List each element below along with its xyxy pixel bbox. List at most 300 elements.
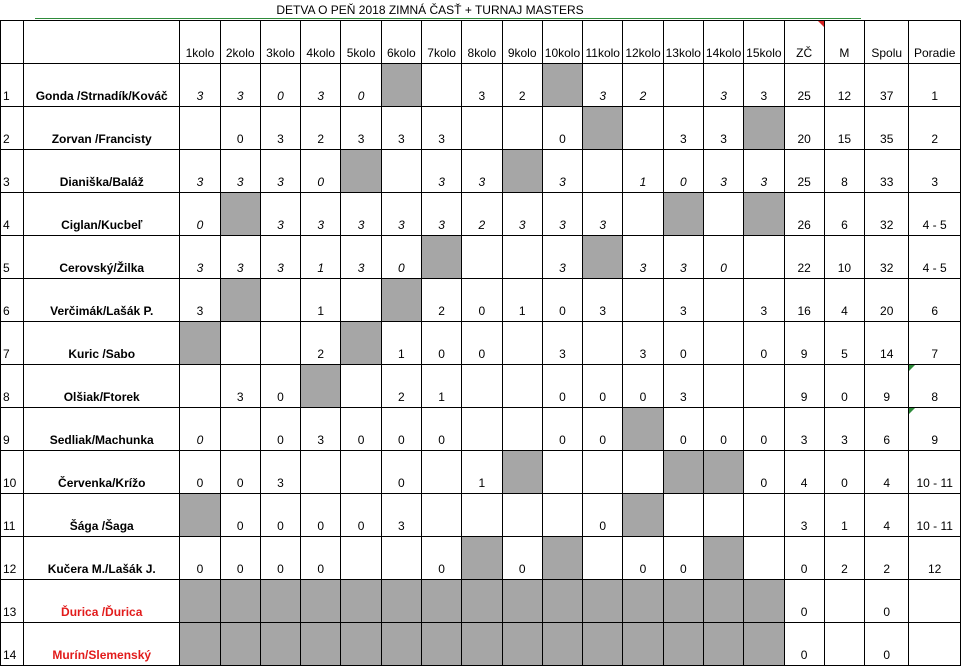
round-score-cell[interactable] [542, 451, 582, 494]
round-cell-blocked[interactable] [301, 580, 341, 623]
round-score-cell[interactable]: 3 [462, 64, 502, 107]
round-score-cell[interactable]: 3 [220, 365, 260, 408]
round-score-cell[interactable]: 1 [502, 279, 542, 322]
round-score-cell[interactable]: 3 [220, 64, 260, 107]
round-score-cell[interactable]: 3 [421, 193, 461, 236]
round-score-cell[interactable]: 3 [542, 236, 582, 279]
round-score-cell[interactable]: 0 [583, 365, 623, 408]
round-score-cell[interactable]: 3 [744, 150, 784, 193]
round-score-cell[interactable]: 0 [381, 236, 421, 279]
rank-cell[interactable]: 9 [909, 408, 961, 451]
round-score-cell[interactable]: 3 [180, 279, 220, 322]
player-pair-name[interactable]: Olšiak/Ftorek [24, 365, 180, 408]
rank-cell[interactable]: 2 [909, 107, 961, 150]
round-score-cell[interactable] [623, 107, 663, 150]
sheet-title-bar [0, 0, 963, 20]
round-cell-blocked[interactable] [583, 580, 623, 623]
row-index[interactable]: 4 [1, 193, 24, 236]
masters-cell[interactable]: 10 [824, 236, 864, 279]
row-index[interactable]: 7 [1, 322, 24, 365]
row-index[interactable]: 8 [1, 365, 24, 408]
zc-cell[interactable]: 0 [784, 580, 824, 623]
player-pair-name[interactable]: Murín/Slemenský [24, 623, 180, 666]
zc-cell[interactable]: 9 [784, 322, 824, 365]
round-score-cell[interactable] [381, 150, 421, 193]
round-score-cell[interactable] [583, 451, 623, 494]
round-score-cell[interactable]: 3 [260, 451, 300, 494]
round-score-cell[interactable]: 0 [341, 64, 381, 107]
round-score-cell[interactable]: 3 [220, 150, 260, 193]
masters-cell[interactable]: 5 [824, 322, 864, 365]
round-cell-blocked[interactable] [663, 580, 703, 623]
masters-cell[interactable] [824, 623, 864, 666]
rank-cell[interactable]: 4 - 5 [909, 236, 961, 279]
round-score-cell[interactable] [703, 193, 743, 236]
round-score-cell[interactable] [381, 537, 421, 580]
total-cell[interactable]: 2 [865, 537, 909, 580]
player-pair-name[interactable]: Kučera M./Lašák J. [24, 537, 180, 580]
round-cell-blocked[interactable] [663, 451, 703, 494]
round-score-cell[interactable] [180, 107, 220, 150]
round-score-cell[interactable]: 3 [220, 236, 260, 279]
round-score-cell[interactable]: 0 [542, 279, 582, 322]
round-score-cell[interactable]: 0 [180, 537, 220, 580]
round-cell-blocked[interactable] [744, 623, 784, 666]
round-score-cell[interactable]: 1 [301, 279, 341, 322]
round-score-cell[interactable] [542, 494, 582, 537]
round-score-cell[interactable]: 0 [703, 236, 743, 279]
row-index[interactable]: 3 [1, 150, 24, 193]
round-cell-blocked[interactable] [583, 623, 623, 666]
zc-cell[interactable]: 3 [784, 494, 824, 537]
round-score-cell[interactable]: 3 [180, 236, 220, 279]
round-cell-blocked[interactable] [462, 537, 502, 580]
round-cell-blocked[interactable] [663, 623, 703, 666]
round-score-cell[interactable]: 1 [421, 365, 461, 408]
round-score-cell[interactable]: 3 [703, 64, 743, 107]
round-score-cell[interactable] [341, 451, 381, 494]
round-cell-blocked[interactable] [180, 322, 220, 365]
round-score-cell[interactable]: 0 [663, 150, 703, 193]
round-score-cell[interactable]: 0 [381, 408, 421, 451]
round-cell-blocked[interactable] [341, 580, 381, 623]
rank-cell[interactable] [909, 623, 961, 666]
masters-cell[interactable]: 0 [824, 451, 864, 494]
round-score-cell[interactable]: 3 [542, 150, 582, 193]
round-score-cell[interactable]: 0 [260, 64, 300, 107]
round-score-cell[interactable]: 3 [623, 322, 663, 365]
round-score-cell[interactable]: 3 [744, 64, 784, 107]
round-score-cell[interactable]: 0 [421, 537, 461, 580]
round-score-cell[interactable] [502, 408, 542, 451]
zc-cell[interactable]: 0 [784, 537, 824, 580]
round-score-cell[interactable]: 0 [744, 322, 784, 365]
masters-cell[interactable]: 0 [824, 365, 864, 408]
round-cell-blocked[interactable] [381, 623, 421, 666]
total-cell[interactable]: 0 [865, 580, 909, 623]
round-score-cell[interactable]: 3 [663, 236, 703, 279]
rank-cell[interactable]: 10 - 11 [909, 451, 961, 494]
round-score-cell[interactable]: 3 [260, 150, 300, 193]
round-cell-blocked[interactable] [220, 623, 260, 666]
round-score-cell[interactable] [744, 236, 784, 279]
player-pair-name[interactable]: Sedliak/Machunka [24, 408, 180, 451]
round-score-cell[interactable]: 3 [381, 107, 421, 150]
total-cell[interactable]: 9 [865, 365, 909, 408]
round-cell-blocked[interactable] [542, 64, 582, 107]
round-score-cell[interactable]: 0 [220, 494, 260, 537]
round-score-cell[interactable]: 0 [260, 537, 300, 580]
round-cell-blocked[interactable] [623, 580, 663, 623]
round-score-cell[interactable]: 3 [301, 408, 341, 451]
round-score-cell[interactable]: 3 [663, 279, 703, 322]
round-score-cell[interactable]: 3 [341, 236, 381, 279]
round-cell-blocked[interactable] [341, 623, 381, 666]
round-score-cell[interactable]: 3 [542, 193, 582, 236]
round-score-cell[interactable]: 3 [462, 150, 502, 193]
total-cell[interactable]: 35 [865, 107, 909, 150]
round-score-cell[interactable] [462, 107, 502, 150]
round-score-cell[interactable]: 2 [421, 279, 461, 322]
round-score-cell[interactable]: 2 [623, 64, 663, 107]
total-cell[interactable]: 14 [865, 322, 909, 365]
round-score-cell[interactable]: 0 [623, 537, 663, 580]
header-cell: ZČ [784, 21, 824, 64]
round-score-cell[interactable]: 0 [341, 408, 381, 451]
round-cell-blocked[interactable] [744, 107, 784, 150]
round-score-cell[interactable]: 3 [663, 365, 703, 408]
round-score-cell[interactable]: 3 [623, 236, 663, 279]
rank-cell[interactable]: 7 [909, 322, 961, 365]
round-score-cell[interactable] [260, 279, 300, 322]
round-score-cell[interactable]: 3 [341, 107, 381, 150]
round-score-cell[interactable]: 0 [381, 451, 421, 494]
player-pair-name[interactable]: Ďurica /Ďurica [24, 580, 180, 623]
round-score-cell[interactable]: 3 [744, 279, 784, 322]
round-score-cell[interactable] [583, 537, 623, 580]
round-score-cell[interactable]: 0 [260, 365, 300, 408]
round-cell-blocked[interactable] [301, 365, 341, 408]
masters-cell[interactable]: 3 [824, 408, 864, 451]
round-cell-blocked[interactable] [180, 494, 220, 537]
round-score-cell[interactable]: 0 [623, 365, 663, 408]
round-score-cell[interactable] [744, 494, 784, 537]
round-cell-blocked[interactable] [703, 451, 743, 494]
round-score-cell[interactable]: 3 [301, 193, 341, 236]
round-score-cell[interactable] [663, 64, 703, 107]
header-cell: 3kolo [260, 21, 300, 64]
row-index[interactable]: 6 [1, 279, 24, 322]
round-score-cell[interactable] [502, 365, 542, 408]
round-score-cell[interactable] [220, 322, 260, 365]
round-cell-blocked[interactable] [180, 580, 220, 623]
round-score-cell[interactable]: 0 [744, 451, 784, 494]
round-score-cell[interactable]: 1 [381, 322, 421, 365]
round-score-cell[interactable]: 0 [301, 537, 341, 580]
player-pair-name[interactable]: Šága /Šaga [24, 494, 180, 537]
round-cell-blocked[interactable] [462, 580, 502, 623]
round-cell-blocked[interactable] [542, 537, 582, 580]
row-index[interactable]: 2 [1, 107, 24, 150]
round-score-cell[interactable]: 3 [180, 64, 220, 107]
round-score-cell[interactable]: 0 [744, 408, 784, 451]
masters-cell[interactable]: 8 [824, 150, 864, 193]
round-score-cell[interactable]: 0 [663, 322, 703, 365]
table-row [1, 365, 961, 408]
row-index[interactable]: 9 [1, 408, 24, 451]
round-cell-blocked[interactable] [744, 193, 784, 236]
zc-cell[interactable]: 25 [784, 64, 824, 107]
round-cell-blocked[interactable] [663, 193, 703, 236]
round-score-cell[interactable] [301, 451, 341, 494]
round-score-cell[interactable]: 0 [180, 408, 220, 451]
round-score-cell[interactable]: 0 [341, 494, 381, 537]
row-index[interactable]: 1 [1, 64, 24, 107]
round-score-cell[interactable] [703, 365, 743, 408]
round-score-cell[interactable]: 3 [381, 193, 421, 236]
round-score-cell[interactable] [703, 322, 743, 365]
round-score-cell[interactable]: 1 [623, 150, 663, 193]
round-score-cell[interactable] [623, 279, 663, 322]
round-score-cell[interactable] [502, 494, 542, 537]
player-pair-name[interactable]: Ciglan/Kucbeľ [24, 193, 180, 236]
round-score-cell[interactable]: 3 [301, 64, 341, 107]
round-score-cell[interactable] [703, 494, 743, 537]
round-cell-blocked[interactable] [220, 279, 260, 322]
row-index[interactable]: 11 [1, 494, 24, 537]
zc-cell[interactable]: 0 [784, 623, 824, 666]
rank-cell[interactable]: 10 - 11 [909, 494, 961, 537]
round-score-cell[interactable]: 0 [663, 537, 703, 580]
round-score-cell[interactable] [744, 537, 784, 580]
round-score-cell[interactable]: 3 [421, 150, 461, 193]
round-score-cell[interactable]: 0 [260, 408, 300, 451]
zc-cell[interactable]: 16 [784, 279, 824, 322]
round-score-cell[interactable] [421, 451, 461, 494]
total-cell[interactable]: 6 [865, 408, 909, 451]
total-cell[interactable]: 0 [865, 623, 909, 666]
round-score-cell[interactable]: 2 [502, 64, 542, 107]
round-score-cell[interactable]: 3 [703, 150, 743, 193]
zc-cell[interactable]: 25 [784, 150, 824, 193]
round-cell-blocked[interactable] [421, 580, 461, 623]
round-cell-blocked[interactable] [703, 623, 743, 666]
total-cell[interactable]: 4 [865, 451, 909, 494]
round-cell-blocked[interactable] [381, 580, 421, 623]
round-cell-blocked[interactable] [260, 580, 300, 623]
round-cell-blocked[interactable] [502, 451, 542, 494]
round-cell-blocked[interactable] [502, 150, 542, 193]
player-pair-name[interactable]: Zorvan /Francisty [24, 107, 180, 150]
round-score-cell[interactable]: 0 [703, 408, 743, 451]
round-score-cell[interactable]: 3 [260, 236, 300, 279]
round-score-cell[interactable]: 2 [381, 365, 421, 408]
round-cell-blocked[interactable] [623, 494, 663, 537]
round-score-cell[interactable] [341, 537, 381, 580]
round-cell-blocked[interactable] [583, 107, 623, 150]
zc-cell[interactable]: 22 [784, 236, 824, 279]
round-score-cell[interactable] [583, 322, 623, 365]
round-score-cell[interactable]: 0 [542, 365, 582, 408]
round-cell-blocked[interactable] [260, 623, 300, 666]
round-cell-blocked[interactable] [421, 623, 461, 666]
round-score-cell[interactable]: 3 [421, 107, 461, 150]
round-score-cell[interactable]: 0 [301, 150, 341, 193]
round-score-cell[interactable]: 0 [663, 408, 703, 451]
round-cell-blocked[interactable] [623, 623, 663, 666]
round-score-cell[interactable]: 3 [583, 64, 623, 107]
round-score-cell[interactable]: 0 [421, 408, 461, 451]
round-score-cell[interactable] [744, 365, 784, 408]
round-cell-blocked[interactable] [220, 193, 260, 236]
round-cell-blocked[interactable] [623, 408, 663, 451]
round-score-cell[interactable]: 3 [663, 107, 703, 150]
player-pair-name[interactable]: Verčimák/Lašák P. [24, 279, 180, 322]
rank-cell[interactable]: 4 - 5 [909, 193, 961, 236]
round-score-cell[interactable]: 0 [220, 107, 260, 150]
round-score-cell[interactable]: 2 [462, 193, 502, 236]
player-pair-name[interactable]: Gonda /Strnadík/Kováč [24, 64, 180, 107]
round-score-cell[interactable]: 3 [341, 193, 381, 236]
round-score-cell[interactable] [462, 365, 502, 408]
round-score-cell[interactable]: 0 [180, 451, 220, 494]
round-score-cell[interactable]: 3 [542, 322, 582, 365]
round-score-cell[interactable] [502, 107, 542, 150]
row-index[interactable]: 14 [1, 623, 24, 666]
round-score-cell[interactable]: 0 [583, 408, 623, 451]
header-cell: 7kolo [421, 21, 461, 64]
masters-cell[interactable]: 4 [824, 279, 864, 322]
round-score-cell[interactable] [623, 193, 663, 236]
player-pair-name[interactable]: Červenka/Krížo [24, 451, 180, 494]
round-score-cell[interactable]: 3 [583, 279, 623, 322]
total-cell[interactable]: 4 [865, 494, 909, 537]
round-score-cell[interactable] [502, 236, 542, 279]
round-score-cell[interactable] [502, 322, 542, 365]
round-score-cell[interactable]: 3 [502, 193, 542, 236]
row-index[interactable]: 13 [1, 580, 24, 623]
rank-cell[interactable]: 1 [909, 64, 961, 107]
round-score-cell[interactable] [260, 322, 300, 365]
round-score-cell[interactable]: 0 [462, 279, 502, 322]
round-score-cell[interactable] [341, 365, 381, 408]
masters-cell[interactable]: 6 [824, 193, 864, 236]
round-score-cell[interactable] [623, 451, 663, 494]
round-score-cell[interactable]: 0 [220, 451, 260, 494]
round-score-cell[interactable] [421, 64, 461, 107]
rank-cell[interactable]: 3 [909, 150, 961, 193]
zc-cell[interactable]: 9 [784, 365, 824, 408]
round-score-cell[interactable] [462, 408, 502, 451]
round-cell-blocked[interactable] [744, 580, 784, 623]
round-score-cell[interactable]: 3 [260, 193, 300, 236]
round-score-cell[interactable]: 1 [462, 451, 502, 494]
round-cell-blocked[interactable] [381, 279, 421, 322]
round-score-cell[interactable]: 0 [421, 322, 461, 365]
round-score-cell[interactable]: 1 [301, 236, 341, 279]
round-score-cell[interactable]: 0 [583, 494, 623, 537]
total-cell[interactable]: 20 [865, 279, 909, 322]
round-cell-blocked[interactable] [583, 236, 623, 279]
player-pair-name[interactable]: Cerovský/Žilka [24, 236, 180, 279]
round-score-cell[interactable]: 0 [542, 107, 582, 150]
player-pair-name[interactable]: Kuric /Sabo [24, 322, 180, 365]
round-cell-blocked[interactable] [542, 580, 582, 623]
zc-cell[interactable]: 3 [784, 408, 824, 451]
total-cell[interactable]: 33 [865, 150, 909, 193]
round-score-cell[interactable] [462, 236, 502, 279]
round-cell-blocked[interactable] [381, 64, 421, 107]
round-score-cell[interactable]: 0 [220, 537, 260, 580]
round-score-cell[interactable]: 0 [180, 193, 220, 236]
row-index[interactable]: 10 [1, 451, 24, 494]
round-cell-blocked[interactable] [502, 580, 542, 623]
total-cell[interactable]: 32 [865, 193, 909, 236]
round-score-cell[interactable] [421, 494, 461, 537]
round-cell-blocked[interactable] [542, 623, 582, 666]
round-score-cell[interactable]: 3 [703, 107, 743, 150]
row-index[interactable]: 12 [1, 537, 24, 580]
rank-cell[interactable]: 8 [909, 365, 961, 408]
zc-cell[interactable]: 20 [784, 107, 824, 150]
round-cell-blocked[interactable] [703, 537, 743, 580]
round-score-cell[interactable] [663, 494, 703, 537]
round-score-cell[interactable]: 0 [260, 494, 300, 537]
round-score-cell[interactable] [462, 494, 502, 537]
round-score-cell[interactable]: 0 [462, 322, 502, 365]
round-score-cell[interactable]: 3 [260, 107, 300, 150]
round-score-cell[interactable] [220, 408, 260, 451]
round-cell-blocked[interactable] [220, 580, 260, 623]
row-index[interactable]: 5 [1, 236, 24, 279]
round-score-cell[interactable]: 2 [301, 322, 341, 365]
round-score-cell[interactable]: 0 [502, 537, 542, 580]
round-score-cell[interactable] [703, 279, 743, 322]
round-score-cell[interactable]: 3 [583, 193, 623, 236]
round-cell-blocked[interactable] [341, 322, 381, 365]
round-score-cell[interactable] [341, 279, 381, 322]
round-score-cell[interactable] [583, 150, 623, 193]
masters-cell[interactable]: 2 [824, 537, 864, 580]
round-cell-blocked[interactable] [502, 623, 542, 666]
round-score-cell[interactable] [180, 365, 220, 408]
rank-cell[interactable]: 12 [909, 537, 961, 580]
round-cell-blocked[interactable] [180, 623, 220, 666]
sheet-title: DETVA O PEŇ 2018 ZIMNÁ ČASŤ + TURNAJ MASTERS [276, 3, 584, 17]
zc-cell[interactable]: 4 [784, 451, 824, 494]
round-cell-blocked[interactable] [703, 580, 743, 623]
rank-cell[interactable] [909, 580, 961, 623]
round-cell-blocked[interactable] [301, 623, 341, 666]
round-score-cell[interactable]: 3 [381, 494, 421, 537]
round-score-cell[interactable]: 0 [542, 408, 582, 451]
round-score-cell[interactable]: 3 [180, 150, 220, 193]
round-score-cell[interactable]: 0 [301, 494, 341, 537]
zc-cell[interactable]: 26 [784, 193, 824, 236]
player-pair-name[interactable]: Dianiška/Baláž [24, 150, 180, 193]
round-cell-blocked[interactable] [341, 150, 381, 193]
total-cell[interactable]: 32 [865, 236, 909, 279]
rank-cell[interactable]: 6 [909, 279, 961, 322]
round-score-cell[interactable]: 2 [301, 107, 341, 150]
masters-cell[interactable]: 15 [824, 107, 864, 150]
masters-cell[interactable]: 1 [824, 494, 864, 537]
round-cell-blocked[interactable] [462, 623, 502, 666]
total-cell[interactable]: 37 [865, 64, 909, 107]
round-cell-blocked[interactable] [421, 236, 461, 279]
masters-cell[interactable] [824, 580, 864, 623]
masters-cell[interactable]: 12 [824, 64, 864, 107]
